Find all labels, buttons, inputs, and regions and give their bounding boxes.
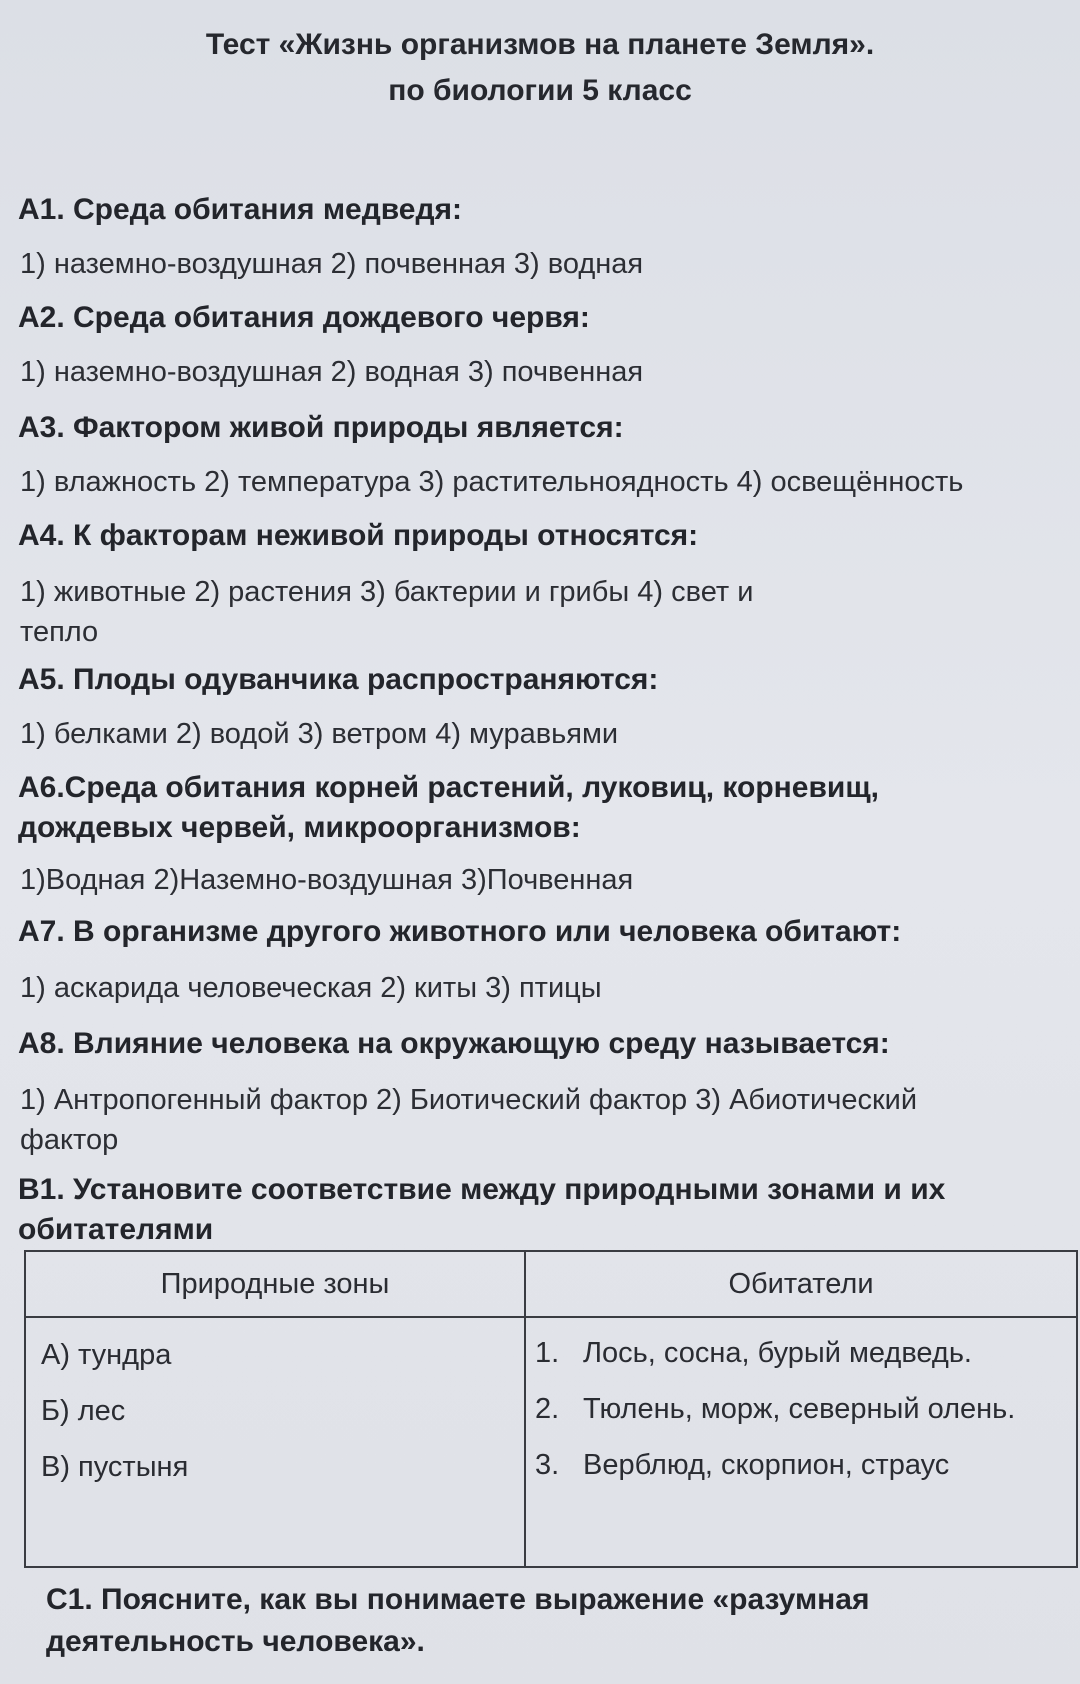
test-subtitle: по биологии 5 класс bbox=[388, 74, 692, 107]
question-b1: В1. Установите соответствие между природными зонами и их bbox=[18, 1173, 946, 1206]
question-a6-cont: дождевых червей, микроорганизмов: bbox=[18, 811, 581, 844]
answers-a4-cont: тепло bbox=[20, 616, 99, 648]
answers-a4: 1) животные 2) растения 3) бактерии и грибы 4) свет и bbox=[20, 576, 754, 608]
question-c1: С1. Поясните, как вы понимаете выражение «разумная bbox=[46, 1583, 870, 1616]
inhabitant-item: 2. Тюлень, морж, северный олень. bbox=[535, 1393, 1016, 1425]
zone-item: Б) лес bbox=[41, 1395, 126, 1427]
answers-a2: 1) наземно-воздушная 2) водная 3) почвенная bbox=[20, 356, 644, 388]
question-b1-cont: обитателями bbox=[18, 1213, 214, 1246]
answers-a8-cont: фактор bbox=[20, 1124, 119, 1156]
answers-a7: 1) аскарида человеческая 2) киты 3) птицы bbox=[20, 972, 602, 1004]
answers-a6: 1)Водная 2)Наземно-воздушная 3)Почвенная bbox=[20, 864, 634, 896]
zone-item: В) пустыня bbox=[41, 1451, 189, 1483]
zones-header: Природные зоны bbox=[25, 1251, 525, 1317]
answers-a3: 1) влажность 2) температура 3) растительноядность 4) освещённость bbox=[20, 466, 964, 498]
question-a2: А2. Среда обитания дождевого червя: bbox=[18, 301, 590, 334]
inhabitant-item: 3. Верблюд, скорпион, страус bbox=[535, 1449, 950, 1481]
matching-table bbox=[24, 1250, 1078, 1568]
question-a3: А3. Фактором живой природы является: bbox=[18, 411, 624, 444]
answers-a5: 1) белками 2) водой 3) ветром 4) муравьями bbox=[20, 718, 619, 750]
inhabitants-header: Обитатели bbox=[525, 1251, 1077, 1317]
question-c1-cont: деятельность человека». bbox=[46, 1625, 425, 1658]
answers-a1: 1) наземно-воздушная 2) почвенная 3) водная bbox=[20, 248, 644, 280]
zone-item: А) тундра bbox=[41, 1339, 172, 1371]
answers-a8: 1) Антропогенный фактор 2) Биотический фактор 3) Абиотический bbox=[20, 1084, 918, 1116]
inhabitants-cell bbox=[525, 1317, 1077, 1567]
question-a6: А6.Среда обитания корней растений, луковиц, корневищ, bbox=[18, 771, 879, 804]
question-a5: А5. Плоды одуванчика распространяются: bbox=[18, 663, 659, 696]
test-title: Тест «Жизнь организмов на планете Земля». bbox=[205, 28, 875, 61]
question-a7: А7. В организме другого животного или человека обитают: bbox=[18, 915, 902, 948]
question-a1: А1. Среда обитания медведя: bbox=[18, 193, 463, 226]
zones-cell bbox=[25, 1317, 525, 1567]
question-a8: А8. Влияние человека на окружающую среду называется: bbox=[18, 1027, 890, 1060]
question-a4: А4. К факторам неживой природы относятся: bbox=[18, 519, 699, 552]
inhabitant-item: 1. Лось, сосна, бурый медведь. bbox=[535, 1337, 972, 1369]
